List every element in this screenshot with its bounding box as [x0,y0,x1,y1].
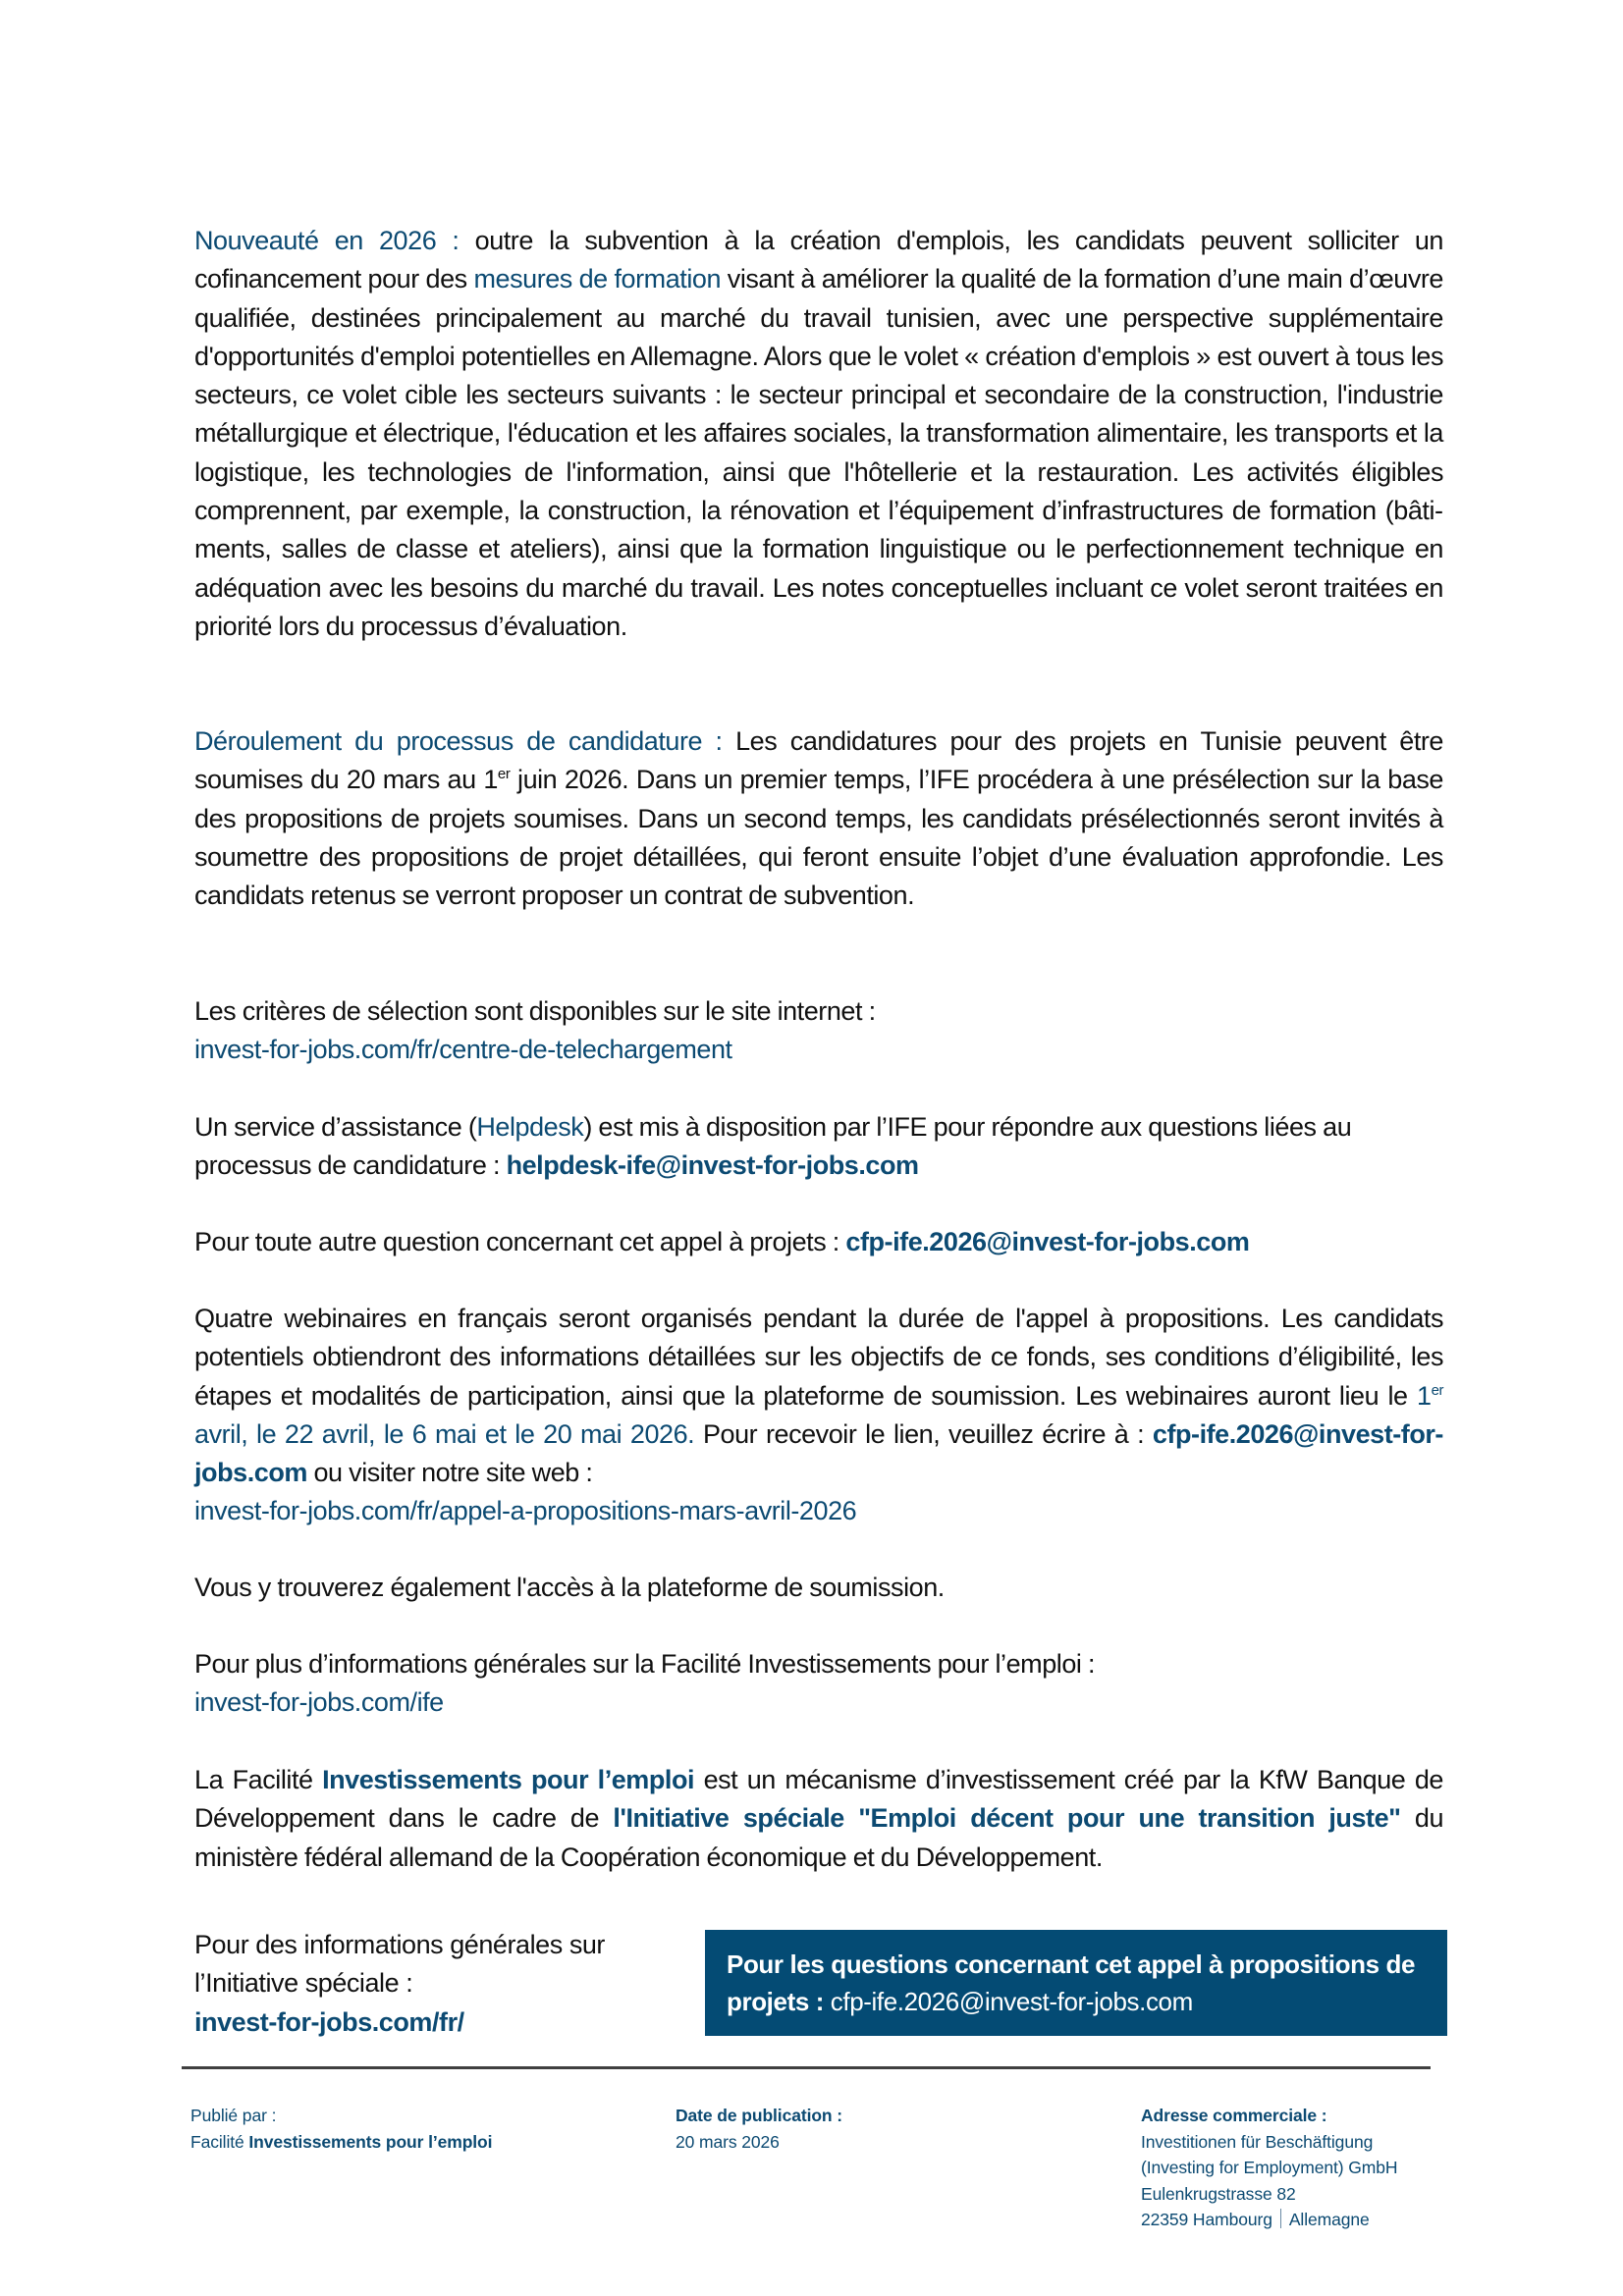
text: Pour toute autre question concernant cet appel à projets : [194,1227,846,1256]
cfp-email-link[interactable]: cfp-ife.2026@invest-for-jobs.com [194,1418,1443,1488]
superscript: er [1431,1381,1443,1399]
address-label: Adresse commerciale : [1141,2106,1327,2125]
footer-publisher [190,2103,492,2155]
text: l’Initiative spéciale : [194,1968,413,1999]
text: Investissements pour l’emploi [248,2131,493,2152]
publisher-name [190,2129,492,2156]
footer-publication-date [676,2103,842,2155]
text: ) est mis à disposition par l’IFE pour répondre aux questions liées au processus de candidature : [194,1112,1352,1181]
text: est un mécanisme d’investissement créé par la KfW Banque de Développement dans le cadre de [194,1765,1444,1834]
text: Pour plus d’informations générales sur la Facilité Investissements pour l’emploi : [194,1649,1096,1679]
facility-name: Investissements pour l’emploi [322,1765,695,1794]
paragraph-platform-access: Vous y trouverez également l'accès à la plateforme de soumission. [194,1573,945,1602]
address-city-country [1141,2207,1397,2233]
address-line: (Investing for Employment) GmbH [1141,2158,1398,2177]
address-line: Eulenkrugstrasse 82 [1141,2183,1296,2204]
text: La Facilité [194,1765,323,1794]
highlight-training-measures: mesures de formation [473,264,722,294]
contact-callout-box [705,1930,1447,2036]
lead-label: Déroulement du processus de candidature : [194,726,723,756]
paragraph-general-info [194,1645,1443,1723]
paragraph-helpdesk [194,1108,1443,1186]
cfp-email-link[interactable]: cfp-ife.2026@invest-for-jobs.com [845,1227,1250,1256]
date-label: Date de publication : [676,2106,842,2125]
text: avril, le 22 avril, le 6 mai et le 20 mai 2026. [194,1418,695,1449]
initiative-name: l'Initiative spéciale "Emploi décent pour une transition juste" [613,1803,1401,1834]
text: Allemagne [1288,2210,1370,2229]
lead-label: Nouveauté en 2026 : [194,226,460,255]
special-initiative-info [194,1926,656,2042]
callout-label: Pour les questions concernant cet appel à propositions de projets : [727,1949,1416,2016]
paragraph-new-2026 [194,222,1443,646]
text: Quatre webinaires en français seront organisés pendant la durée de l'appel à propositions. Les candidats potentiels obtiendront des informations détaillées sur les objectifs de ce fonds, ses conditions d’éligibilité, les étapes et modalités de participation, ainsi que la plateforme de soumission. Les webinaires auront lieu le [194,1304,1443,1411]
footer-divider [182,2066,1431,2069]
paragraph-webinars [194,1300,1443,1531]
superscript: er [497,766,511,783]
text: Pour des informations générales sur [194,1930,605,1959]
download-center-link[interactable]: invest-for-jobs.com/fr/centre-de-telechargement [194,1035,732,1065]
text: visant à améliorer la qualité de la formation d’une main d’œuvre qualifiée, destinées principalement au marché du travail tunisien, avec une perspective supplémentaire d'opportunités d'emploi potentielles en Allemagne. Alors que le volet « création d'emplois » est ouvert à tous les secteurs, ce volet cible les secteurs suivants : le secteur principal et secondaire de la construction, l'industrie métallurgique et électrique, l'éducation et les affaires sociales, la transformation alimentaire, les transports et la logistique, les technologies de l'information, ainsi que l'hôtellerie et la restauration. Les activités éligibles comprennent, par exemple, la construction, la rénovation et l’équipement d’infrastructures de formation (bâtiments, salles de classe et ateliers), ainsi que la formation linguistique ou le perfectionnement technique en adéquation avec les besoins du marché du travail. Les notes conceptuelles incluant ce volet seront traitées en priorité lors du processus d’évaluation. [194,264,1443,641]
text: 22359 Hambourg [1141,2210,1272,2229]
date-value: 20 mars 2026 [676,2131,780,2152]
call-for-proposals-link[interactable]: invest-for-jobs.com/fr/appel-a-propositions-mars-avril-2026 [194,1496,857,1526]
address-line: Investitionen für Beschäftigung [1141,2131,1374,2152]
paragraph-application-process [194,722,1443,915]
text: du ministère fédéral allemand de la Coopération économique et du Développement. [194,1803,1444,1872]
paragraph-selection-criteria [194,992,1443,1070]
text: ou visiter notre site web : [306,1458,593,1488]
helpdesk-label: Helpdesk [476,1112,584,1142]
ife-link[interactable]: invest-for-jobs.com/ife [194,1687,444,1718]
text: outre la subvention à la création d'emplois, les candidats peuvent solliciter un cofinancement pour des [194,226,1443,294]
text: Facilité [190,2131,249,2152]
callout-email[interactable]: cfp-ife.2026@invest-for-jobs.com [823,1987,1193,2016]
text: Pour recevoir le lien, veuillez écrire à : [694,1418,1153,1449]
footer-address [1141,2103,1397,2233]
publisher-label: Publié par : [190,2106,277,2125]
paragraph-other-questions [194,1223,1443,1261]
text: juin 2026. Dans un premier temps, l’IFE procédera à une présélection sur la base des propositions de projets soumises. Dans un second temps, les candidats présélectionnés seront invités à soumettre des propositions de projet détaillées, qui feront ensuite l’objet d’une évaluation approfondie. Les candidats retenus se verront proposer un contrat de subvention. [194,765,1444,911]
text: 1 [1416,1380,1432,1411]
helpdesk-email-link[interactable]: helpdesk-ife@invest-for-jobs.com [506,1150,919,1181]
text: Les critères de sélection sont disponibles sur le site internet : [194,996,876,1026]
paragraph-about-facility [194,1761,1443,1877]
separator [1280,2209,1281,2228]
special-initiative-link[interactable]: invest-for-jobs.com/fr/ [194,2006,464,2037]
text: Les candidatures pour des projets en Tunisie peuvent être soumises du 20 mars au 1 [194,726,1443,795]
text: Un service d’assistance ( [194,1112,477,1142]
